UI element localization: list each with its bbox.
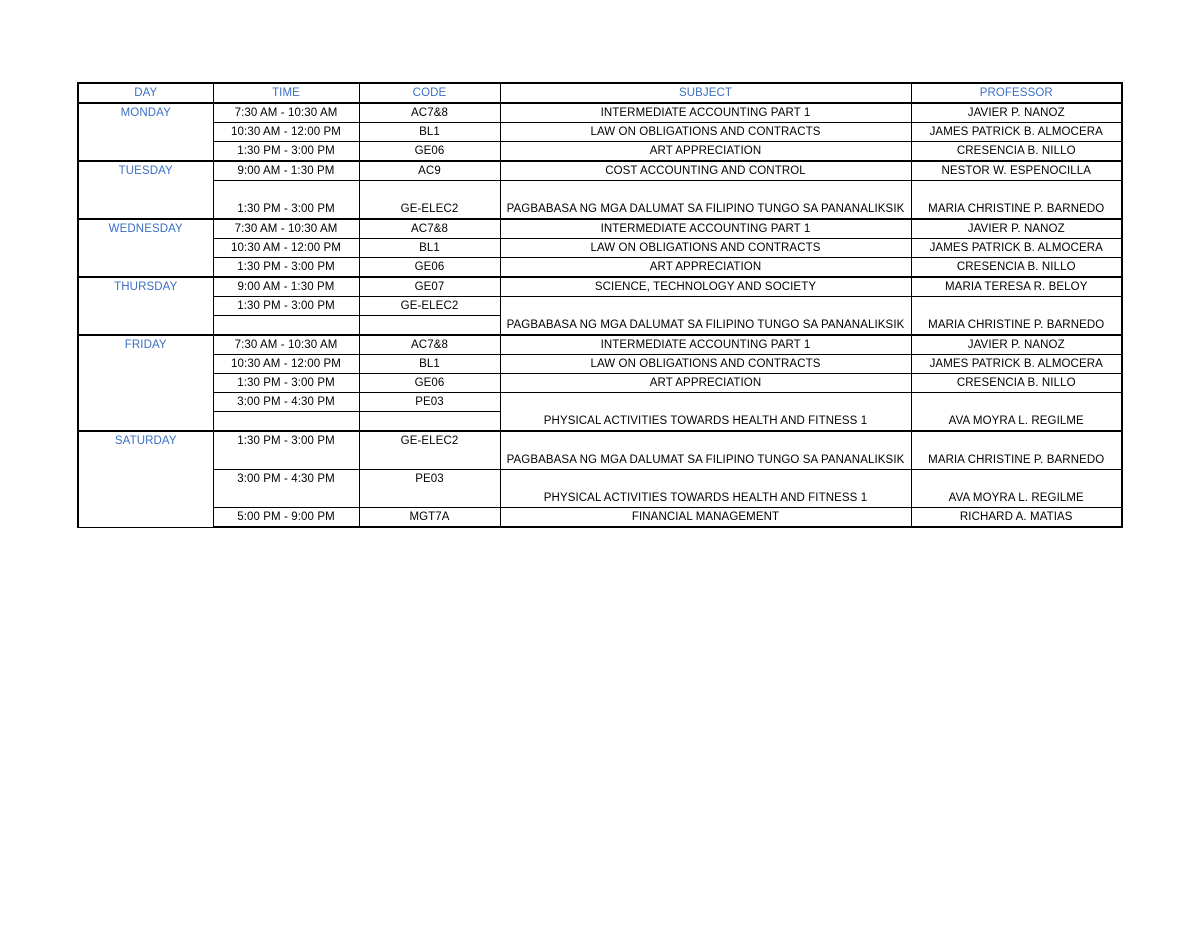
empty-time-cell — [213, 316, 359, 336]
code-cell: MGT7A — [359, 508, 500, 528]
subject-cell: FINANCIAL MANAGEMENT — [500, 508, 911, 528]
day-cell-wednesday: WEDNESDAY — [78, 219, 213, 277]
empty-code-cell — [359, 316, 500, 336]
professor-cell: AVA MOYRA L. REGILME — [911, 470, 1122, 508]
day-cell-saturday: SATURDAY — [78, 431, 213, 527]
code-cell: GE-ELEC2 — [359, 431, 500, 470]
code-cell: BL1 — [359, 239, 500, 258]
time-cell: 9:00 AM - 1:30 PM — [213, 277, 359, 297]
time-cell: 3:00 PM - 4:30 PM — [213, 393, 359, 412]
professor-cell: JAMES PATRICK B. ALMOCERA — [911, 355, 1122, 374]
code-cell: GE-ELEC2 — [359, 181, 500, 220]
subject-cell: INTERMEDIATE ACCOUNTING PART 1 — [500, 103, 911, 123]
table-row — [78, 181, 1122, 220]
table-row — [78, 103, 1122, 123]
table-row — [78, 219, 1122, 239]
professor-cell: NESTOR W. ESPENOCILLA — [911, 161, 1122, 181]
time-cell: 7:30 AM - 10:30 AM — [213, 335, 359, 355]
professor-cell: JAMES PATRICK B. ALMOCERA — [911, 123, 1122, 142]
code-cell: GE06 — [359, 258, 500, 278]
time-cell: 1:30 PM - 3:00 PM — [213, 142, 359, 162]
code-cell: GE07 — [359, 277, 500, 297]
header-professor: PROFESSOR — [911, 83, 1122, 103]
time-cell: 5:00 PM - 9:00 PM — [213, 508, 359, 528]
time-cell: 3:00 PM - 4:30 PM — [213, 470, 359, 508]
subject-cell: PAGBABASA NG MGA DALUMAT SA FILIPINO TUNGO SA PANANALIKSIK — [500, 297, 911, 336]
time-cell: 9:00 AM - 1:30 PM — [213, 161, 359, 181]
time-cell: 7:30 AM - 10:30 AM — [213, 103, 359, 123]
subject-cell: INTERMEDIATE ACCOUNTING PART 1 — [500, 335, 911, 355]
header-code: CODE — [359, 83, 500, 103]
subject-cell: PAGBABASA NG MGA DALUMAT SA FILIPINO TUNGO SA PANANALIKSIK — [500, 431, 911, 470]
subject-cell: ART APPRECIATION — [500, 258, 911, 278]
code-cell: PE03 — [359, 470, 500, 508]
class-schedule-table — [77, 82, 1123, 528]
professor-cell: MARIA TERESA R. BELOY — [911, 277, 1122, 297]
code-cell: GE06 — [359, 142, 500, 162]
code-cell: AC7&8 — [359, 103, 500, 123]
professor-cell: CRESENCIA B. NILLO — [911, 374, 1122, 393]
table-row — [78, 355, 1122, 374]
schedule-sheet — [77, 82, 1121, 528]
header-day: DAY — [78, 83, 213, 103]
code-cell: BL1 — [359, 123, 500, 142]
professor-cell: JAVIER P. NANOZ — [911, 219, 1122, 239]
professor-cell: CRESENCIA B. NILLO — [911, 258, 1122, 278]
code-cell: GE06 — [359, 374, 500, 393]
table-row — [78, 431, 1122, 470]
subject-cell: LAW ON OBLIGATIONS AND CONTRACTS — [500, 123, 911, 142]
table-row — [78, 374, 1122, 393]
code-cell: AC7&8 — [359, 219, 500, 239]
time-cell: 10:30 AM - 12:00 PM — [213, 355, 359, 374]
professor-cell: JAVIER P. NANOZ — [911, 335, 1122, 355]
table-row — [78, 123, 1122, 142]
time-cell: 1:30 PM - 3:00 PM — [213, 181, 359, 220]
subject-cell: PHYSICAL ACTIVITIES TOWARDS HEALTH AND FITNESS 1 — [500, 393, 911, 432]
header-subject: SUBJECT — [500, 83, 911, 103]
empty-code-cell — [359, 412, 500, 432]
professor-cell: CRESENCIA B. NILLO — [911, 142, 1122, 162]
time-cell: 1:30 PM - 3:00 PM — [213, 297, 359, 316]
table-row — [78, 335, 1122, 355]
empty-time-cell — [213, 412, 359, 432]
table-row — [78, 470, 1122, 508]
day-cell-friday: FRIDAY — [78, 335, 213, 431]
header-row — [78, 83, 1122, 103]
time-cell: 1:30 PM - 3:00 PM — [213, 431, 359, 470]
subject-cell: SCIENCE, TECHNOLOGY AND SOCIETY — [500, 277, 911, 297]
subject-cell: INTERMEDIATE ACCOUNTING PART 1 — [500, 219, 911, 239]
subject-cell: COST ACCOUNTING AND CONTROL — [500, 161, 911, 181]
subject-cell: LAW ON OBLIGATIONS AND CONTRACTS — [500, 355, 911, 374]
table-row — [78, 258, 1122, 278]
table-row — [78, 161, 1122, 181]
code-cell: AC9 — [359, 161, 500, 181]
time-cell: 10:30 AM - 12:00 PM — [213, 123, 359, 142]
table-row — [78, 393, 1122, 412]
table-row — [78, 239, 1122, 258]
code-cell: PE03 — [359, 393, 500, 412]
professor-cell: JAVIER P. NANOZ — [911, 103, 1122, 123]
day-cell-thursday: THURSDAY — [78, 277, 213, 335]
table-row — [78, 297, 1122, 316]
professor-cell: AVA MOYRA L. REGILME — [911, 393, 1122, 432]
code-cell: AC7&8 — [359, 335, 500, 355]
code-cell: GE-ELEC2 — [359, 297, 500, 316]
professor-cell: MARIA CHRISTINE P. BARNEDO — [911, 297, 1122, 336]
professor-cell: JAMES PATRICK B. ALMOCERA — [911, 239, 1122, 258]
header-time: TIME — [213, 83, 359, 103]
time-cell: 7:30 AM - 10:30 AM — [213, 219, 359, 239]
professor-cell: MARIA CHRISTINE P. BARNEDO — [911, 181, 1122, 220]
subject-cell: ART APPRECIATION — [500, 142, 911, 162]
day-cell-monday: MONDAY — [78, 103, 213, 161]
time-cell: 1:30 PM - 3:00 PM — [213, 258, 359, 278]
time-cell: 1:30 PM - 3:00 PM — [213, 374, 359, 393]
subject-cell: PHYSICAL ACTIVITIES TOWARDS HEALTH AND FITNESS 1 — [500, 470, 911, 508]
table-row — [78, 508, 1122, 528]
table-row — [78, 277, 1122, 297]
day-cell-tuesday: TUESDAY — [78, 161, 213, 219]
subject-cell: PAGBABASA NG MGA DALUMAT SA FILIPINO TUNGO SA PANANALIKSIK — [500, 181, 911, 220]
subject-cell: LAW ON OBLIGATIONS AND CONTRACTS — [500, 239, 911, 258]
subject-cell: ART APPRECIATION — [500, 374, 911, 393]
professor-cell: MARIA CHRISTINE P. BARNEDO — [911, 431, 1122, 470]
code-cell: BL1 — [359, 355, 500, 374]
table-row — [78, 142, 1122, 162]
professor-cell: RICHARD A. MATIAS — [911, 508, 1122, 528]
time-cell: 10:30 AM - 12:00 PM — [213, 239, 359, 258]
